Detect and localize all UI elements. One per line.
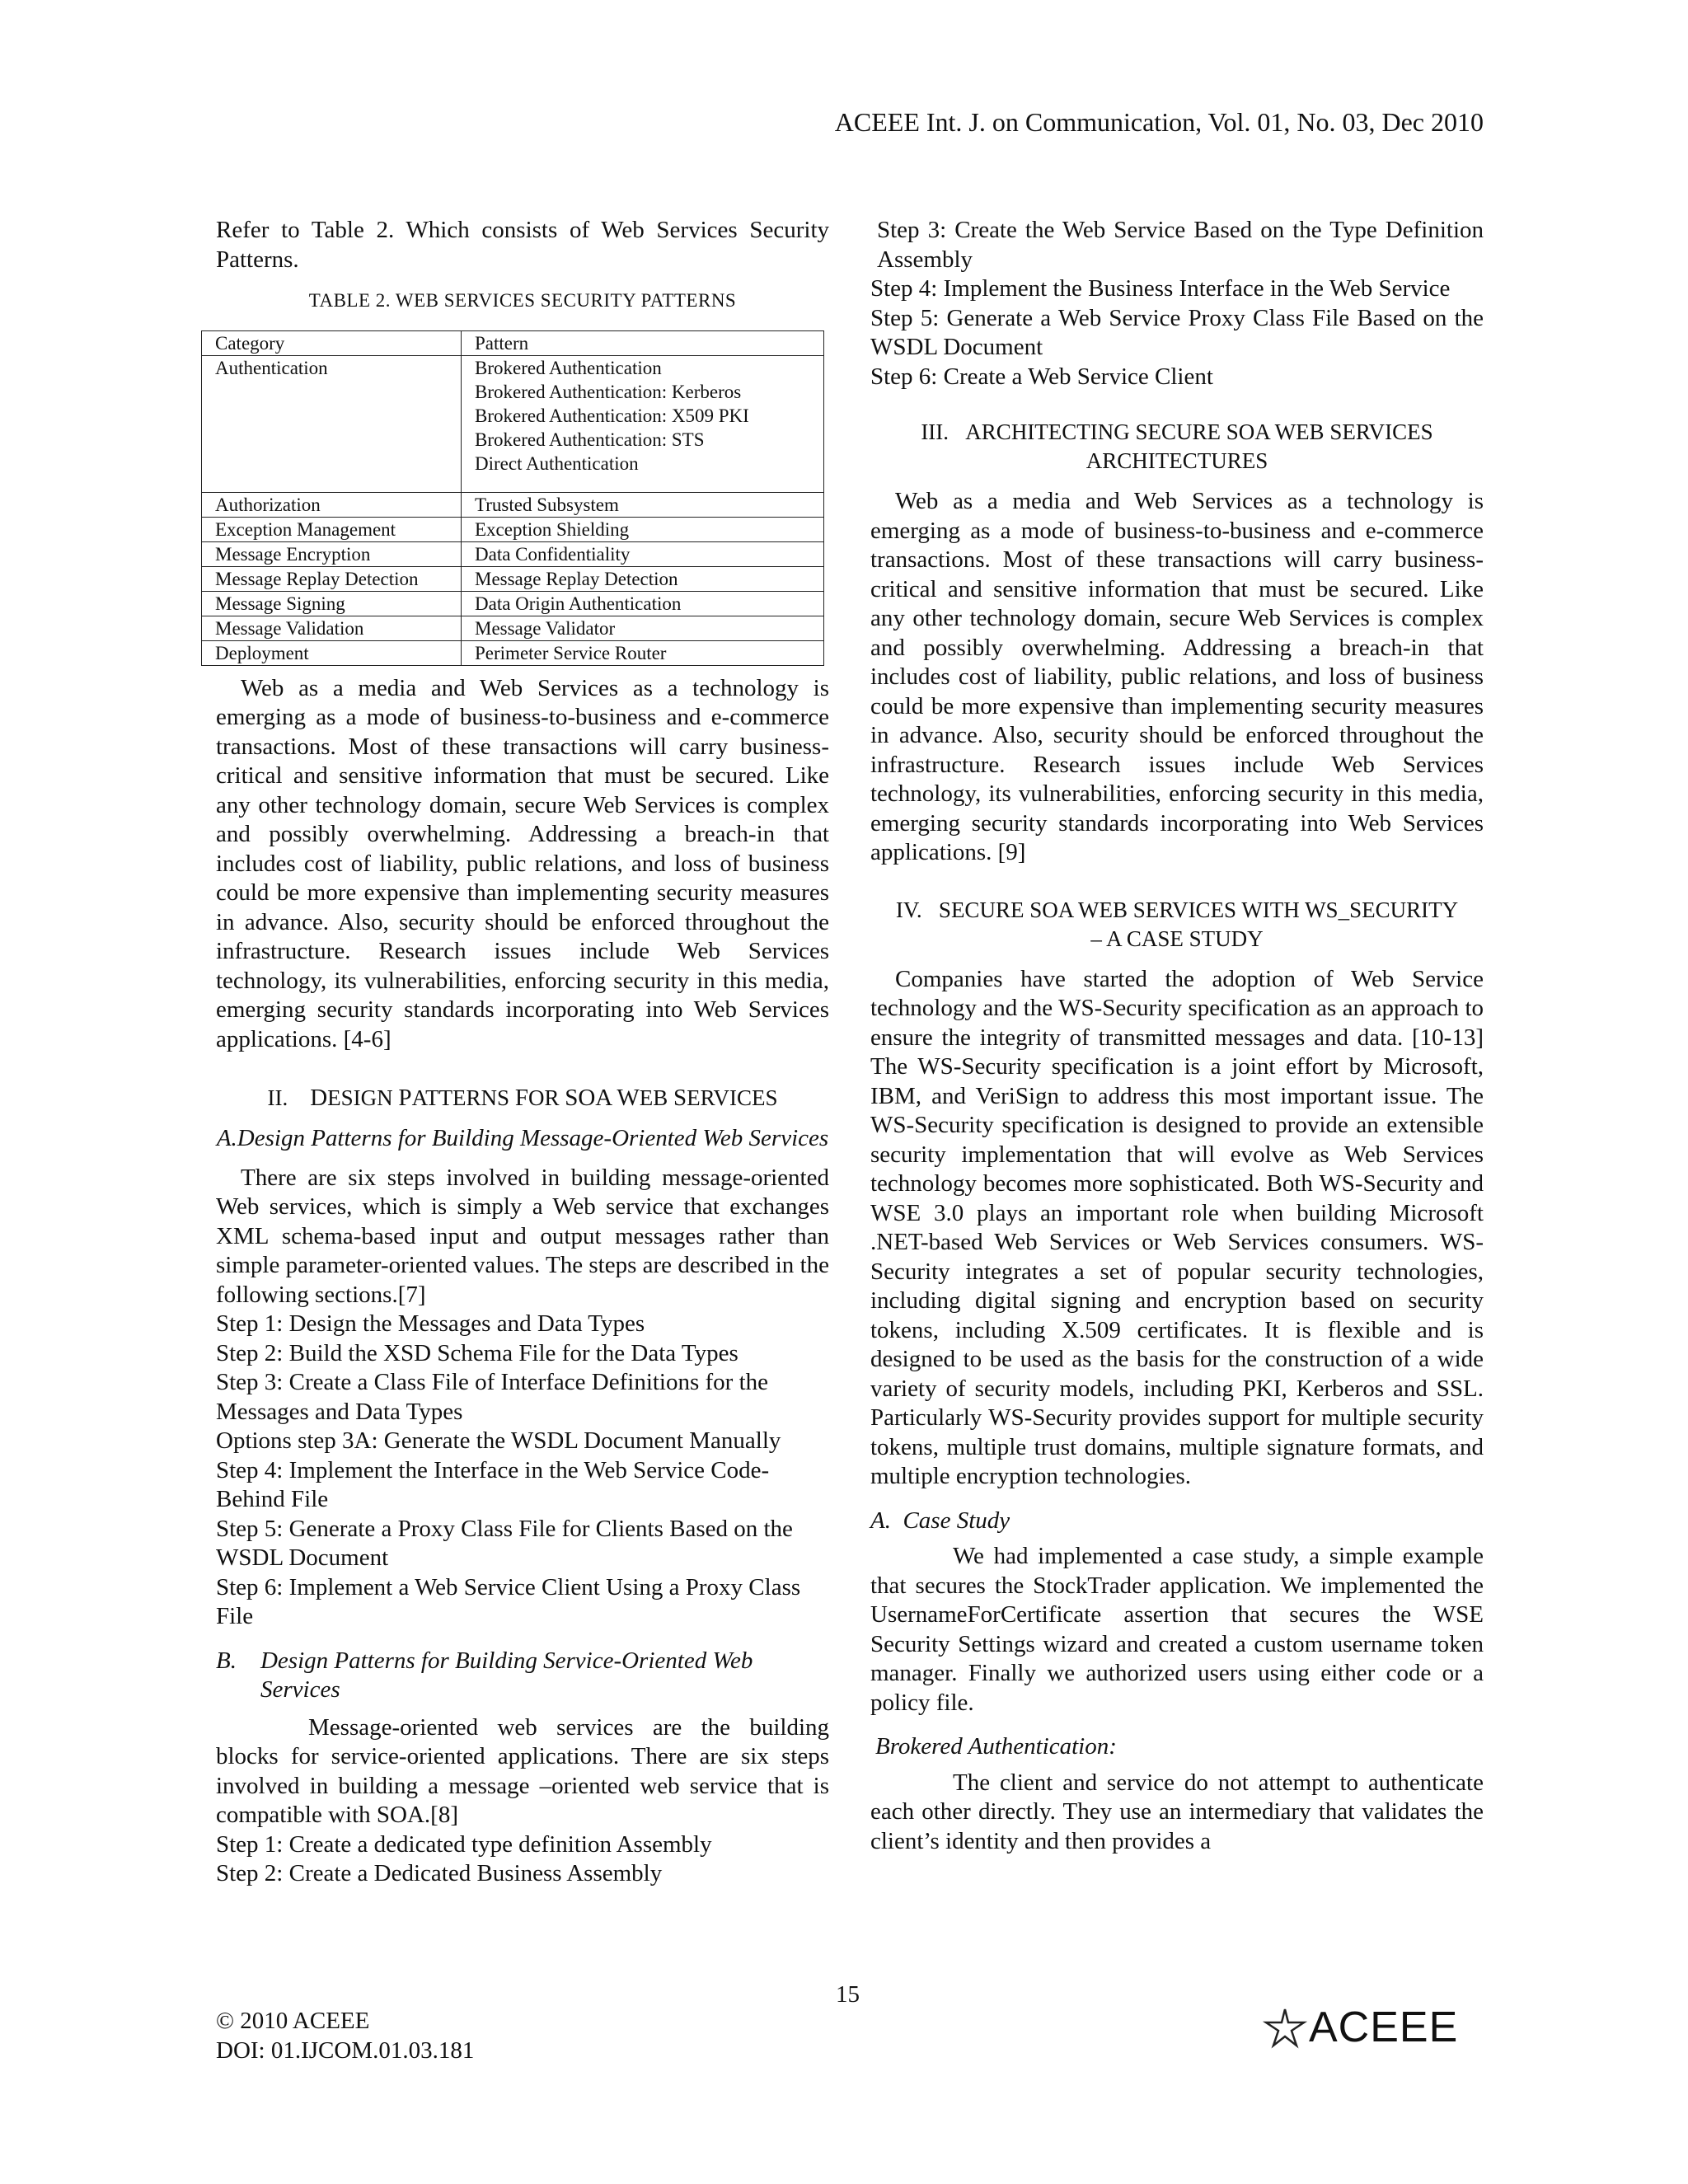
paragraph-case-study: We had implemented a case study, a simple example that secures the StockTrader application. We implemented the UsernameForCertificate assertion that secures the WSE Security Settings wizard and created a custom username token manager. Finally we authorized users using either code or a policy file. [870,1543,1484,1716]
section-title: ARCHITECTING SECURE SOA WEB SERVICES [965,419,1433,444]
step-item: Step 4: Implement the Business Interface in the Web Service [870,275,1451,302]
section-heading-ii [216,1084,829,1113]
category-cell: Authentication [202,355,462,492]
step-item: Step 2: Build the XSD Schema File for the Data Types [216,1339,738,1366]
paragraph-brokered: The client and service do not attempt to authenticate each other directly. They use an intermediary that validates the client’s identity and then provides a [870,1769,1484,1854]
subsection-heading-brokered: Brokered Authentication: [875,1733,1117,1760]
heading-part: F [514,1085,528,1111]
pattern-cell: Exception Shielding [462,517,824,541]
subsection-title: Design Patterns for Building Service-Oriented Web Services [260,1647,753,1703]
step-item: Step 3: Create a Class File of Interface Definitions for the Messages and Data Types [216,1369,769,1425]
section-heading-iii [870,418,1484,476]
heading-part: D [310,1085,328,1111]
table-row [202,566,824,591]
pattern-item: Brokered Authentication: X509 PKI [475,405,749,426]
section-number: II. [267,1085,288,1110]
left-column [216,216,829,1889]
heading-part: ERVICES [687,1085,778,1110]
step-item: Step 2: Create a Dedicated Business Assembly [216,1860,663,1886]
step-item: Options step 3A: Generate the WSDL Document Manually [216,1427,781,1454]
category-cell: Exception Management [202,517,462,541]
step-item: Step 1: Design the Messages and Data Types [216,1310,645,1337]
category-cell: Message Replay Detection [202,566,462,591]
table-row [202,640,824,665]
table-row [202,541,824,566]
table-row [202,591,824,616]
subsection-title: Case Study [903,1507,1010,1534]
heading-part: OR [528,1085,565,1110]
step-item: Step 4: Implement the Interface in the Web Service Code-Behind File [216,1456,770,1512]
heading-part: ATTERNS [411,1085,515,1110]
paragraph-architecting: Web as a media and Web Services as a technology is emerging as a mode of business-to-business and e-commerce transactions. Most of these transactions will carry business-critical and sensitive information that must be secured. Like any other technology domain, secure Web Services is complex and possibly overwhelming. Addressing a breach-in that includes cost of liability, public relations, and loss of business could be more expensive than implementing security measures in advance. Also, security should be enforced throughout the infrastructure. Research issues include Web Services technology, its vulnerabilities, enforcing security in this media, emerging security standards incorporating into Web Services applications. [9] [870,488,1484,865]
paragraph-web-media: Web as a media and Web Services as a technology is emerging as a mode of business-to-business and e-commerce transactions. Most of these transactions will carry business-critical and sensitive information that must be secured. Like any other technology domain, secure Web Services is complex and possibly overwhelming. Addressing a breach-in that includes cost of liability, public relations, and loss of business could be more expensive than implementing security measures in advance. Also, security should be enforced throughout the infrastructure. Research issues include Web Services technology, its vulnerabilities, enforcing security in this media, emerging security standards incorporating into Web Services applications. [4-6] [216,674,829,1052]
heading-part: EB [639,1085,674,1110]
intro-paragraph: Refer to Table 2. Which consists of Web Services Security Patterns. [216,217,829,273]
star-icon [1261,2006,1309,2049]
heading-part: P [398,1085,412,1111]
step-item: Step 5: Generate a Proxy Class File for Clients Based on the WSDL Document [216,1515,793,1571]
step-item: Step 5: Generate a Web Service Proxy Class File Based on the WSDL Document [870,304,1484,360]
category-cell: Message Validation [202,616,462,640]
subsection-heading-case-study [870,1507,1484,1536]
paragraph-service-oriented: Message-oriented web services are the building blocks for service-oriented applications. There are six steps involved in building a message –oriented web service that is compatible with SOA.[8] [216,1713,829,1828]
page-number: 15 [836,1981,860,2008]
step-item: Step 1: Create a dedicated type definition Assembly [216,1830,712,1858]
pattern-item: Brokered Authentication: Kerberos [475,381,742,402]
pattern-cell: Message Replay Detection [462,566,824,591]
subsection-title: Design Patterns for Building Message-Oriented Web Services [237,1125,829,1151]
table-row [202,355,824,492]
pattern-item: Direct Authentication [475,452,639,474]
copyright: © 2010 ACEEE [216,2008,370,2034]
step-item: Step 6: Create a Web Service Client [870,363,1213,390]
aceee-logo [1261,2003,1458,2052]
section-title: ARCHITECTURES [1085,448,1268,473]
pattern-cell: Data Origin Authentication [462,591,824,616]
table-header-row [202,330,824,355]
step-item: Step 6: Implement a Web Service Client Using a Proxy Class File [216,1573,801,1629]
subsection-label: B. [216,1647,237,1674]
heading-part: ESIGN [327,1085,399,1110]
subsection-heading-b [216,1647,829,1705]
pattern-cell: Perimeter Service Router [462,640,824,665]
section-number: III. [921,419,950,444]
logo-text: ACEEE [1309,2004,1459,2051]
table-row [202,517,824,541]
subsection-label: A. [216,1125,237,1151]
table-header-cell: Category [202,330,462,355]
paragraph-message-oriented: There are six steps involved in building message-oriented Web services, which is simply a Web service that exchanges XML schema-based input and output messages rather than simple parameter-oriented values. The steps are described in the following sections.[7] [216,1164,829,1308]
table-caption: TABLE 2. WEB SERVICES SECURITY PATTERNS [308,290,737,311]
right-column [870,216,1484,1856]
section-number: IV. [895,897,922,922]
category-cell: Deployment [202,640,462,665]
step-item: Step 3: Create the Web Service Based on the Type Definition Assembly [877,217,1484,273]
heading-part: S [673,1085,687,1111]
pattern-item: Brokered Authentication [475,357,662,378]
category-cell: Authorization [202,492,462,517]
section-title: – A CASE STUDY [1090,926,1264,951]
heading-part: SOA W [565,1085,640,1111]
subsection-label: A. [870,1507,891,1534]
paragraph-ws-security: Companies have started the adoption of Web Service technology and the WS-Security specification as an approach to ensure the integrity of transmitted messages and data. [10-13] The WS-Security specification is a joint effort by Microsoft, IBM, and VeriSign to address this most important issue. The WS-Security specification is designed to provide an extensible security implementation that will evolve as Web Services technology becomes more sophisticated. Both WS-Security and WSE 3.0 plays an important role when building Microsoft .NET-based Web Services or Web Services consumers. WS-Security integrates a set of popular security technologies, including digital signing and encryption based on security tokens, including X.509 certificates. It is flexible and is designed to be used as the basis for the construction of a wide variety of security models, including PKI, Kerberos and SSL. Particularly WS-Security provides support for multiple security tokens, multiple trust domains, multiple signature formats, and multiple encryption technologies. [870,965,1484,1489]
table-row [202,616,824,640]
table-header-cell: Pattern [462,330,824,355]
journal-header: ACEEE Int. J. on Communication, Vol. 01, No. 03, Dec 2010 [834,107,1484,137]
category-cell: Message Signing [202,591,462,616]
section-title: SECURE SOA WEB SERVICES WITH WS_SECURITY [938,897,1459,922]
pattern-cell [462,355,824,492]
table-row [202,492,824,517]
pattern-cell: Trusted Subsystem [462,492,824,517]
doi: DOI: 01.IJCOM.01.03.181 [216,2037,475,2064]
pattern-item: Brokered Authentication: STS [475,429,705,450]
pattern-cell: Message Validator [462,616,824,640]
pattern-cell: Data Confidentiality [462,541,824,566]
subsection-heading-a [216,1124,829,1154]
footer-info [216,2006,474,2065]
category-cell: Message Encryption [202,541,462,566]
security-patterns-table [201,330,824,666]
section-heading-iv [870,896,1484,954]
